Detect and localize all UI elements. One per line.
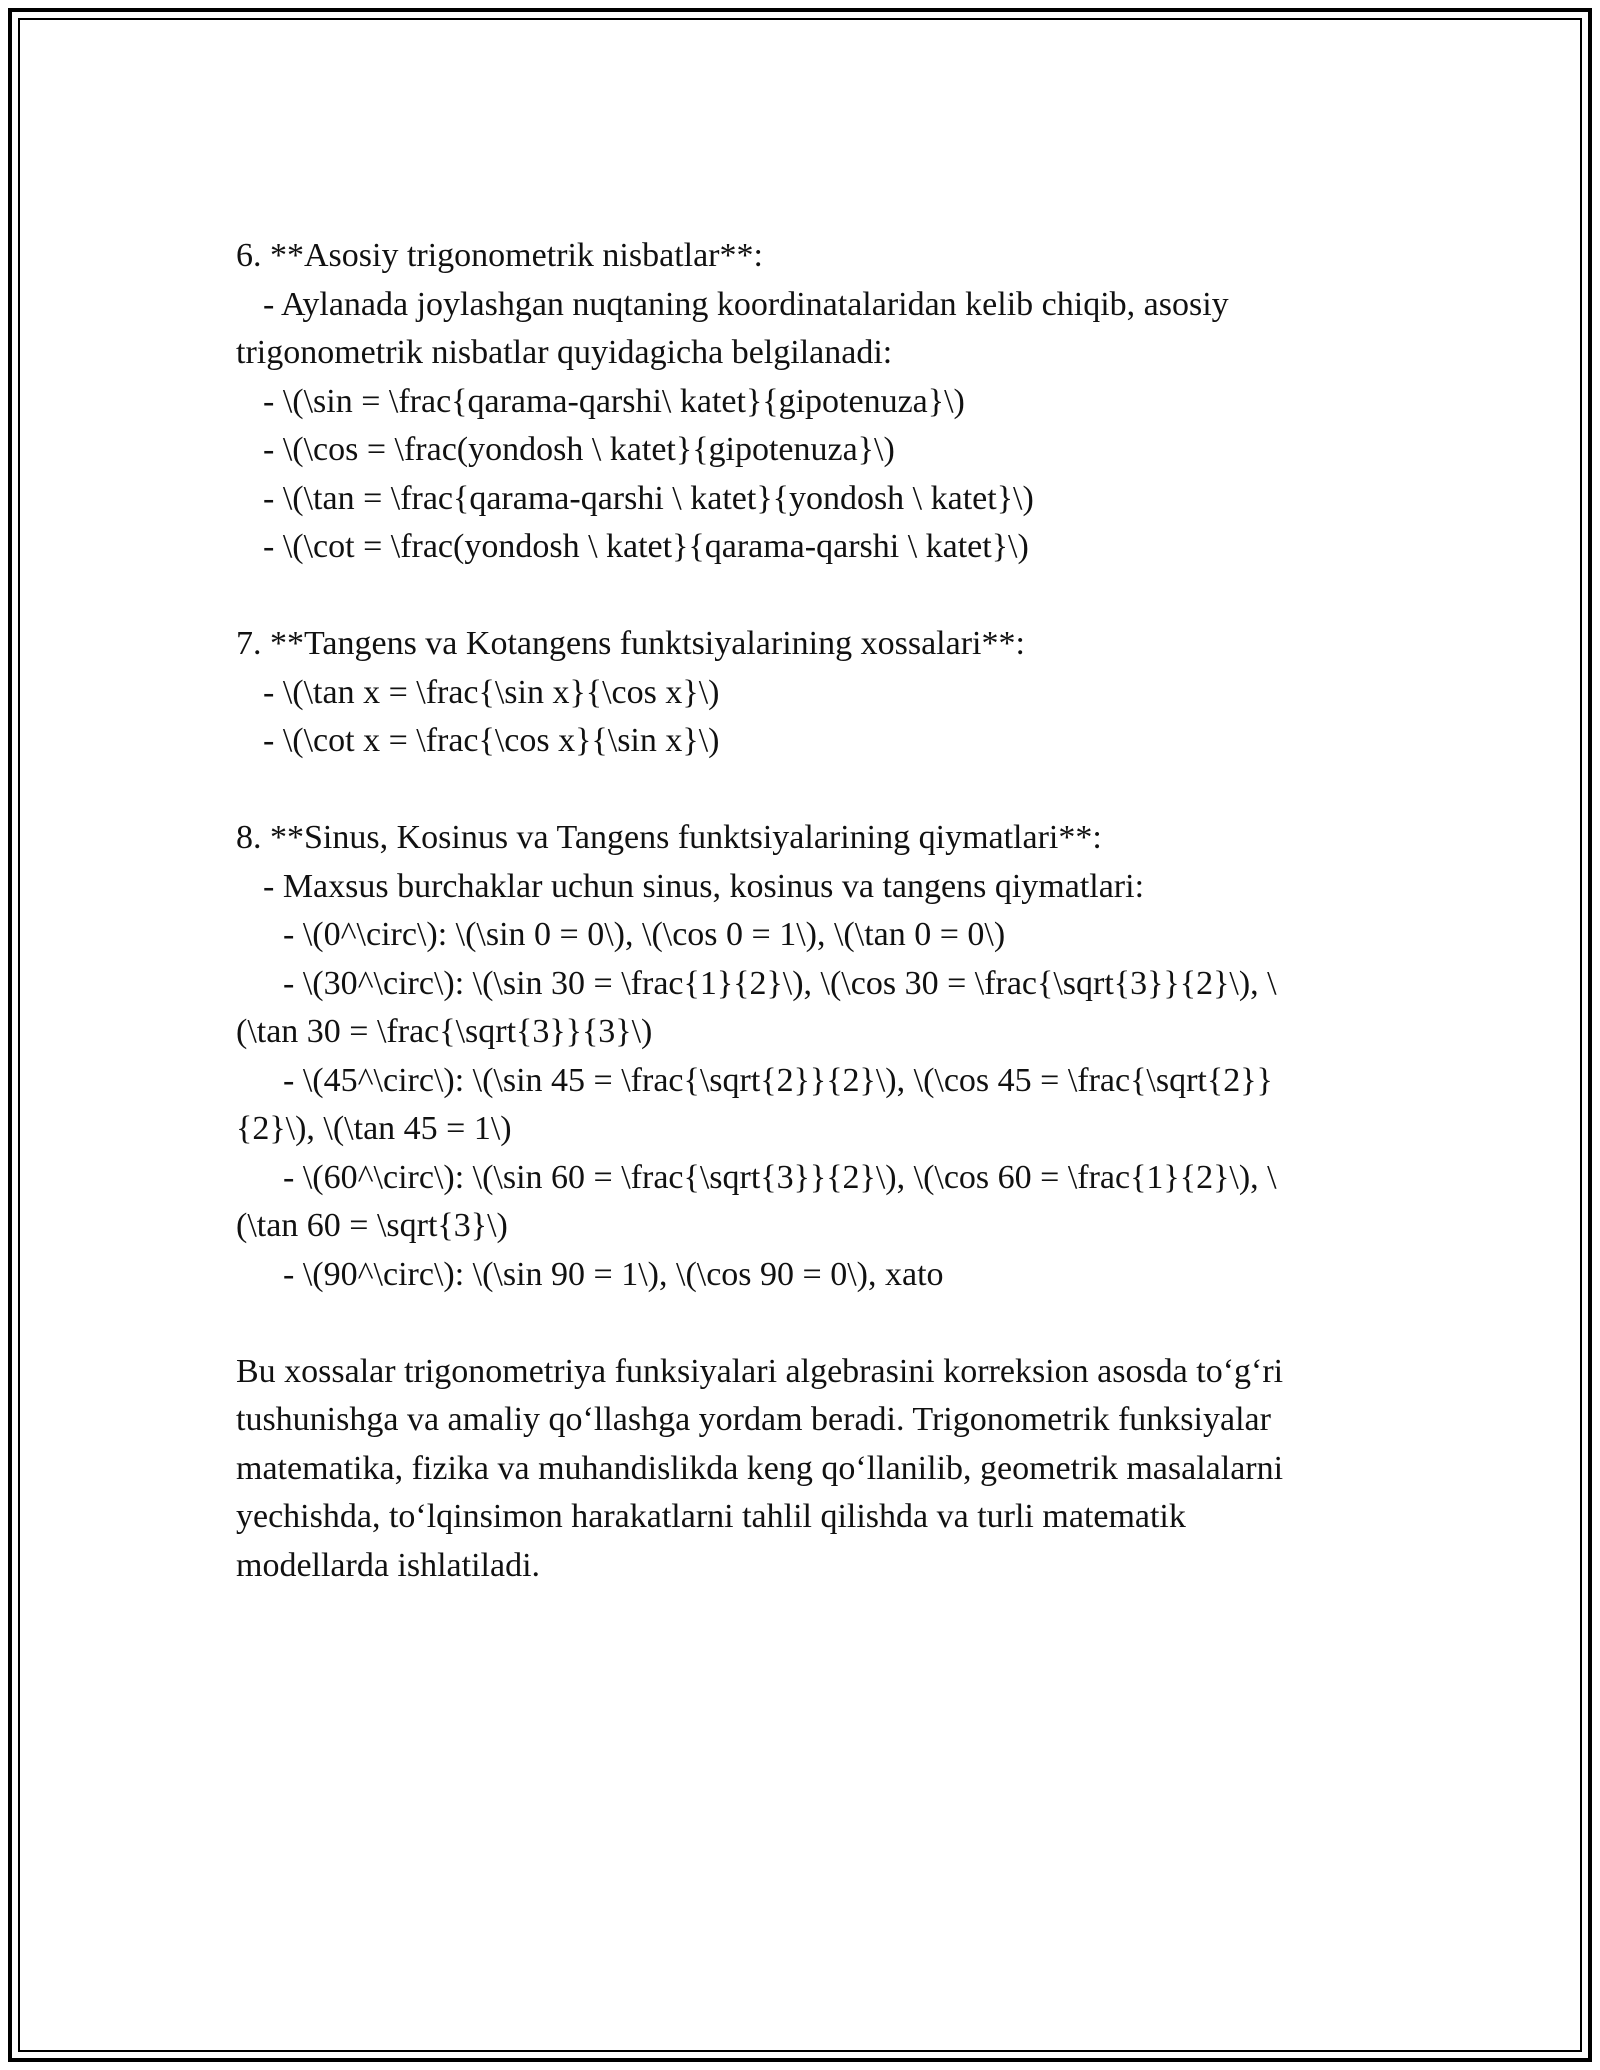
section-6-item-cot: - \(\cot = \frac(yondosh \ katet}{qarama-qarshi \ katet}\) — [263, 528, 1029, 565]
section-8-row-45deg: - \(45^\circ\): \(\sin 45 = \frac{\sqrt{2}}{2}\), \(\cos 45 = \frac{\sqrt{2}} — [283, 1061, 1273, 1099]
section-8-row-30deg-continued: (\tan 30 = \frac{\sqrt{3}}{3}\) — [236, 1013, 653, 1050]
section-8-row-0deg: - \(0^\circ\): \(\sin 0 = 0\), \(\cos 0 = 1\), \(\tan 0 = 0\) — [283, 916, 1006, 953]
section-6-item-cos: - \(\cos = \frac(yondosh \ katet}{gipotenuza}\) — [263, 431, 895, 468]
conclusion-line-5: modellarda ishlatiladi. — [236, 1546, 541, 1584]
conclusion-line-1: Bu xossalar trigonometriya funksiyalari algebrasini korreksion asosda to‘g‘ri — [236, 1352, 1284, 1390]
spacer — [236, 572, 1376, 621]
conclusion-line-3: matematika, fizika va muhandislikda keng qo‘llanilib, geometrik masalalarni — [236, 1449, 1284, 1487]
section-6-intro-continued: trigonometrik nisbatlar quyidagicha belgilanadi: — [236, 334, 893, 371]
section-6-item-sin: - \(\sin = \frac{qarama-qarshi\ katet}{gipotenuza}\) — [263, 382, 965, 420]
section-7-heading: 7. **Tangens va Kotangens funktsiyalarining xossalari**: — [236, 625, 1025, 662]
section-7-item-cot: - \(\cot x = \frac{\cos x}{\sin x}\) — [263, 722, 720, 759]
section-6-item-tan: - \(\tan = \frac{qarama-qarshi \ katet}{yondosh \ katet}\) — [263, 479, 1034, 517]
spacer — [236, 1299, 1376, 1348]
section-8-intro: - Maxsus burchaklar uchun sinus, kosinus va tangens qiymatlari: — [263, 867, 1145, 905]
section-6-intro: - Aylanada joylashgan nuqtaning koordinatalaridan kelib chiqib, asosiy — [263, 285, 1229, 323]
conclusion-line-2: tushunishga va amaliy qo‘llashga yordam beradi. Trigonometrik funksiyalar — [236, 1401, 1271, 1438]
section-6-heading: 6. **Asosiy trigonometrik nisbatlar**: — [236, 237, 763, 274]
section-8-row-45deg-continued: {2}\), \(\tan 45 = 1\) — [236, 1110, 512, 1147]
section-8-row-30deg: - \(30^\circ\): \(\sin 30 = \frac{1}{2}\), \(\cos 30 = \frac{\sqrt{3}}{2}\), \ — [283, 964, 1277, 1002]
section-8-row-60deg-continued: (\tan 60 = \sqrt{3}\) — [236, 1207, 508, 1244]
section-8-row-60deg: - \(60^\circ\): \(\sin 60 = \frac{\sqrt{3}}{2}\), \(\cos 60 = \frac{1}{2}\), \ — [283, 1158, 1277, 1196]
section-7-item-tan: - \(\tan x = \frac{\sin x}{\cos x}\) — [263, 673, 720, 711]
document-body — [236, 232, 1376, 1590]
section-8-row-90deg: - \(90^\circ\): \(\sin 90 = 1\), \(\cos 90 = 0\), xato — [283, 1255, 944, 1293]
spacer — [236, 766, 1376, 815]
conclusion-line-4: yechishda, to‘lqinsimon harakatlarni tahlil qilishda va turli matematik — [236, 1498, 1186, 1535]
section-8-heading: 8. **Sinus, Kosinus va Tangens funktsiyalarining qiymatlari**: — [236, 819, 1102, 856]
